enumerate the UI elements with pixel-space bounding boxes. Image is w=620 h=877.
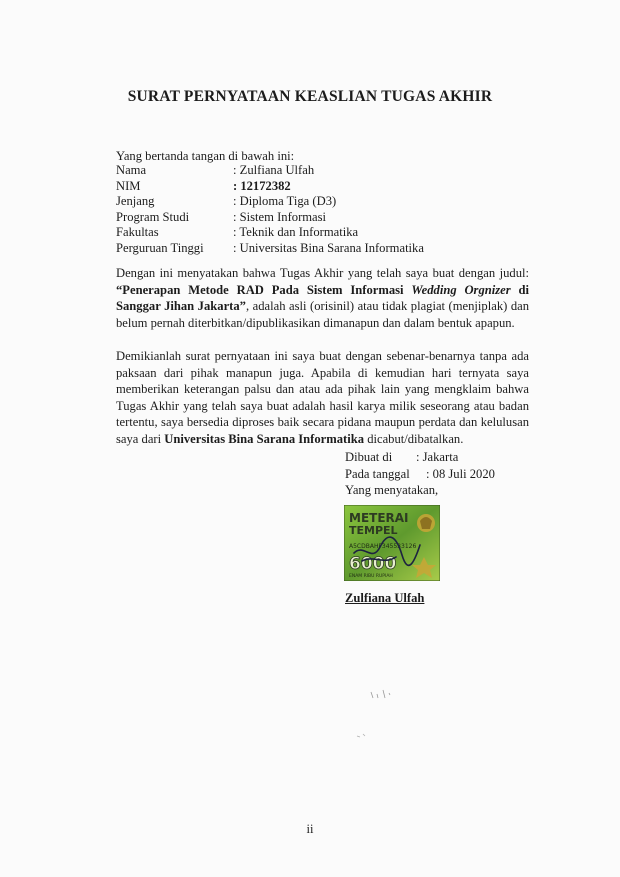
signature-block <box>345 449 495 499</box>
stamp-line1: METERAI <box>349 511 409 525</box>
field-value: : Diploma Tiga (D3) <box>233 194 337 209</box>
statement-paragraph <box>116 265 529 331</box>
place-label: Dibuat di <box>345 450 393 464</box>
field-label: NIM <box>116 178 141 193</box>
stamp-line2: TEMPEL <box>349 524 398 537</box>
stamp-subtext: ENAM RIBU RUPIAH <box>349 574 393 579</box>
date-row <box>345 466 495 483</box>
field-label: Nama <box>116 163 147 177</box>
thesis-title: “Penerapan Metode RAD Pada Sistem Informasi Wedding Orgnizer di Sanggar Jihan Jakarta” <box>116 282 529 314</box>
university-name: Universitas Bina Sarana Informatika <box>164 431 365 446</box>
identity-fields <box>116 163 424 257</box>
intro-line: Yang bertanda tangan di bawah ini: <box>116 149 295 163</box>
stamp-serial: A5CDBAHF345533126 <box>349 543 417 550</box>
statement-rest: , adalah asli (orisinil) atau tidak plagiat (menjiplak) dan belum pernah diterbitkan/dipublikasikan dimanapun dan dalam bentuk apapun. <box>116 299 529 330</box>
field-label: Fakultas <box>116 225 159 240</box>
field-row-perguruan-tinggi <box>116 241 424 257</box>
field-value: : 12172382 <box>233 178 291 193</box>
field-value: : Universitas Bina Sarana Informatika <box>233 240 424 255</box>
field-label: Jenjang <box>116 194 155 209</box>
field-label: Program Studi <box>116 209 190 224</box>
meterai-stamp <box>344 505 440 581</box>
stamp-graphic <box>344 505 440 581</box>
page-number: ii <box>306 822 314 836</box>
field-value: : Teknik dan Informatika <box>233 225 359 240</box>
field-row-program-studi <box>116 210 424 226</box>
declaration-paragraph: Demikianlah surat pernyataan ini saya buat dengan sebenar-benarnya tanpa ada paksaan dari pihak manapun juga. Apabila di kemudian hari ternyata saya memberikan keterangan palsu dan atau ada pihak lain yang mengklaim bahwa Tugas Akhir yang telah saya buat adalah hasil karya milik seseorang atau badan tertentu, saya bersedia diproses baik secara pidana maupun perdata dan kelulusan saya dari Universitas Bina Sarana Informatika dicabut/dibatalkan. <box>116 349 529 446</box>
scan-specks <box>355 684 415 744</box>
statement-lead: Dengan ini menyatakan bahwa Tugas Akhir yang telah saya buat dengan judul: <box>116 266 529 280</box>
field-label: Perguruan Tinggi <box>116 240 204 255</box>
field-row-jenjang <box>116 194 424 210</box>
field-value: : Zulfiana Ulfah <box>233 163 315 177</box>
signer-name: Zulfiana Ulfah <box>345 591 425 605</box>
field-row-fakultas <box>116 225 424 241</box>
field-row-nim <box>116 179 424 195</box>
place-value: : Jakarta <box>416 450 459 464</box>
date-value: : 08 Juli 2020 <box>426 466 495 481</box>
field-value: : Sistem Informasi <box>233 209 327 224</box>
place-row <box>345 449 495 466</box>
date-label: Pada tanggal <box>345 466 410 481</box>
closing-line: Yang menyatakan, <box>345 483 439 498</box>
stamp-amount: 6000 <box>349 554 397 574</box>
field-row-nama <box>116 163 424 179</box>
document-title: SURAT PERNYATAAN KEASLIAN TUGAS AKHIR <box>127 88 493 105</box>
